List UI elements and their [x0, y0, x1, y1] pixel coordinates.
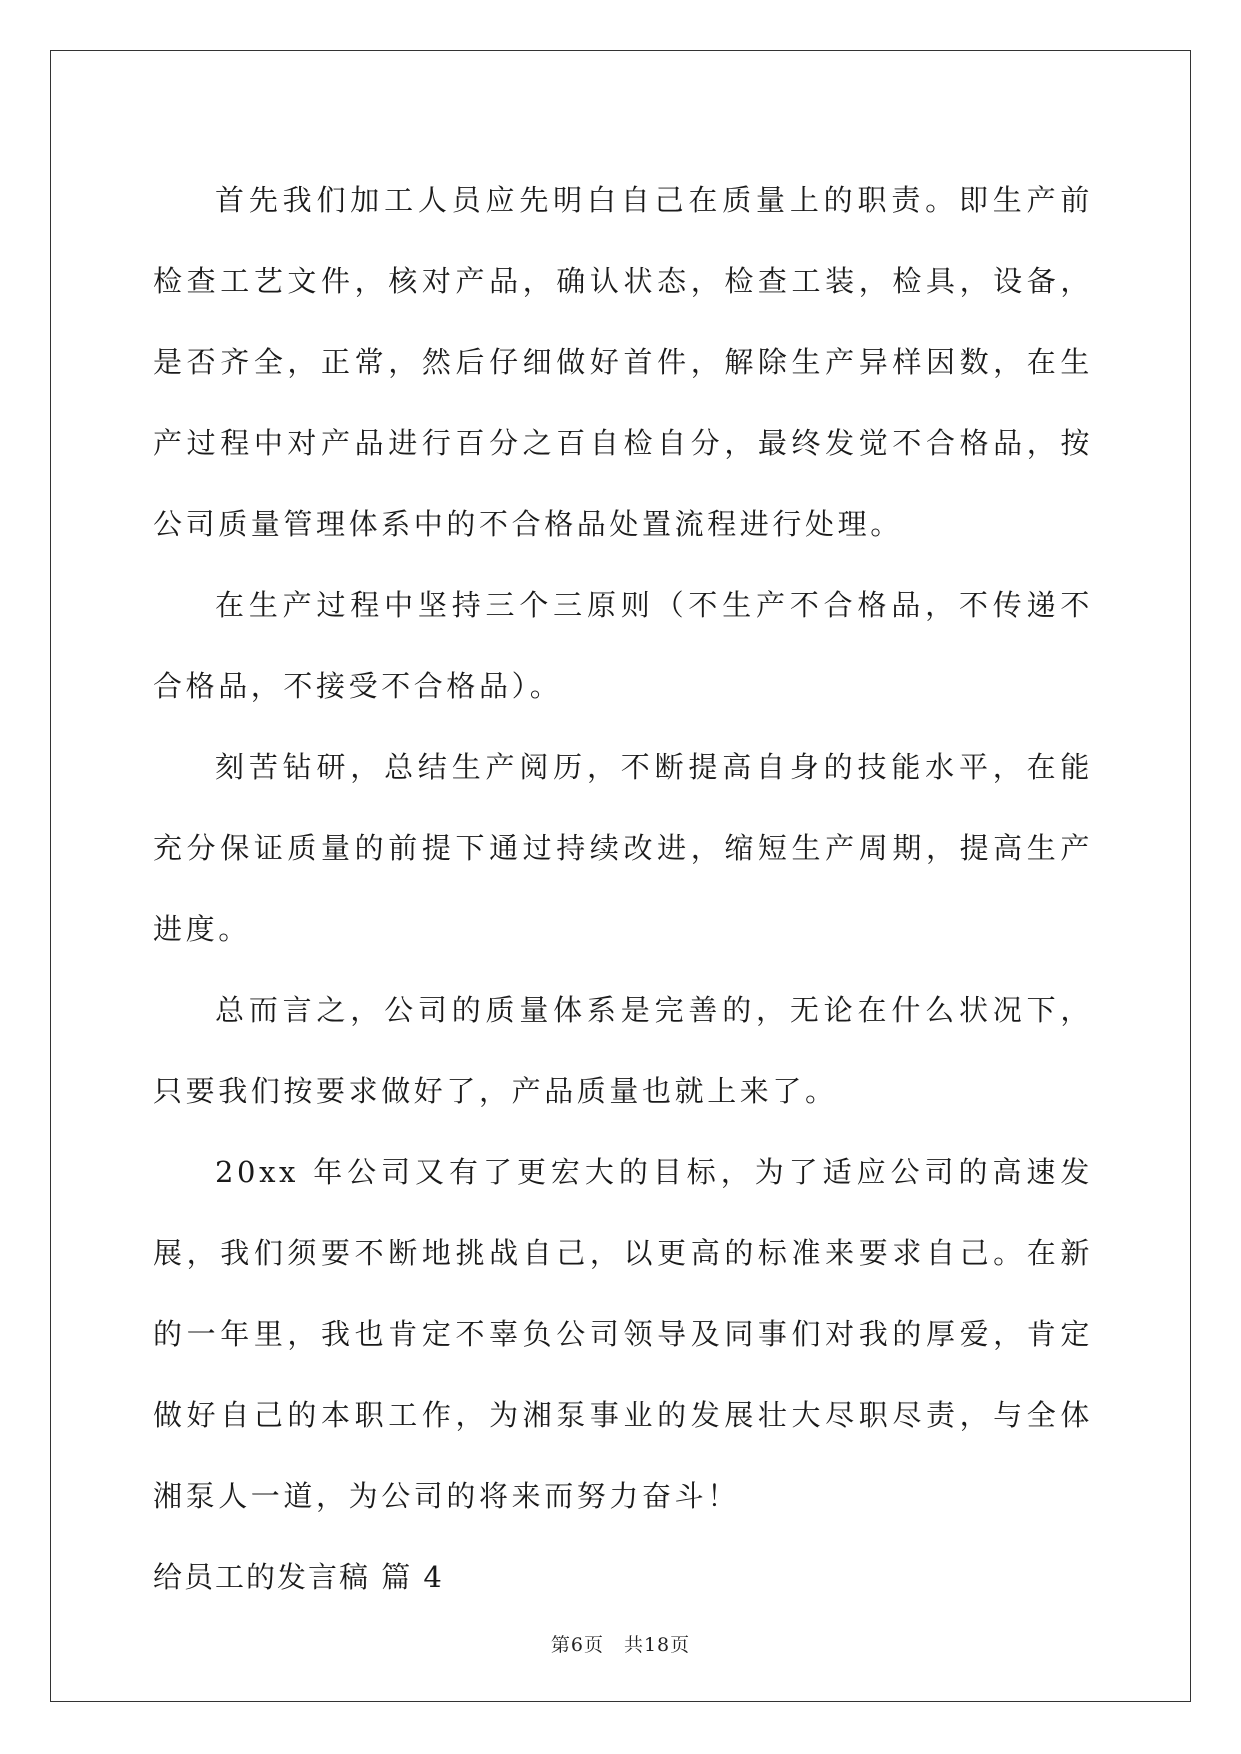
document-body [153, 160, 1093, 1618]
paragraph-three-principles: 在生产过程中坚持三个三原则（不生产不合格品，不传递不合格品，不接受不合格品）。 [153, 588, 1093, 703]
paragraph-summary: 总而言之，公司的质量体系是完善的，无论在什么状况下，只要我们按要求做好了，产品质量也就上来了。 [153, 993, 1093, 1108]
section-heading: 给员工的发言稿 篇 4 [153, 1560, 444, 1594]
page-number-label: 第6页 共18页 [550, 1634, 691, 1656]
paragraph-quality-duties: 首先我们加工人员应先明白自己在质量上的职责。即生产前检查工艺文件，核对产品，确认状态，检查工装，检具，设备，是否齐全，正常，然后仔细做好首件，解除生产异样因数，在生产过程中对产品进行百分之百自检自分，最终发觉不合格品，按公司质量管理体系中的不合格品处置流程进行处理。 [153, 183, 1093, 541]
page-footer [0, 1630, 1241, 1657]
paragraph-new-year-goals: 20xx 年公司又有了更宏大的目标，为了适应公司的高速发展，我们须要不断地挑战自己，以更高的标准来要求自己。在新的一年里，我也肯定不辜负公司领导及同事们对我的厚爱，肯定做好自己的本职工作，为湘泵事业的发展壮大尽职尽责，与全体湘泵人一道，为公司的将来而努力奋斗！ [153, 1155, 1093, 1513]
paragraph-skill-improvement: 刻苦钻研，总结生产阅历，不断提高自身的技能水平，在能充分保证质量的前提下通过持续改进，缩短生产周期，提高生产进度。 [153, 750, 1093, 946]
